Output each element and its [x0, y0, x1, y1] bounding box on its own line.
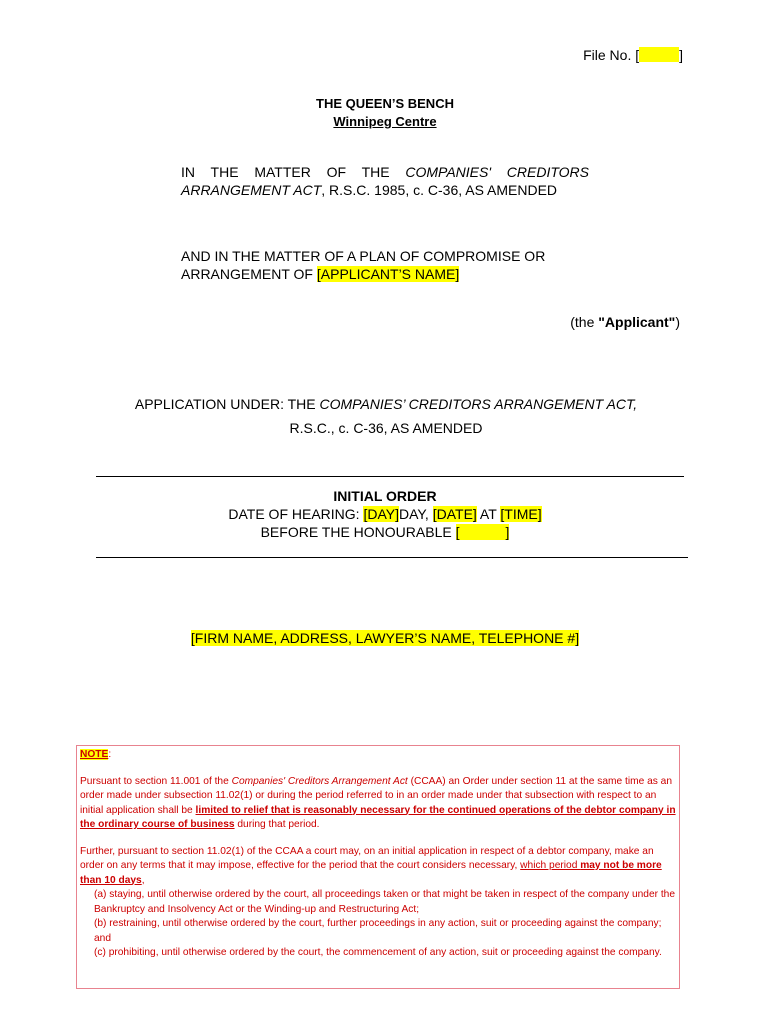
firm-placeholder[interactable]: [FIRM NAME, ADDRESS, LAWYER’S NAME, TELEPHONE #]	[190, 630, 580, 646]
note-p2-emphasis: may not be more than 10 days	[80, 860, 662, 886]
divider-top	[96, 476, 684, 477]
matter-ccaa-suffix: , R.S.C. 1985, c. C-36, AS AMENDED	[321, 182, 558, 198]
note-p1-text-a: Pursuant to section 11.001 of the	[80, 775, 232, 787]
note-item-a: (a) staying, until otherwise ordered by the court, all proceedings taken or that might be taken in respect of the company under the Bankruptcy and Insolvency Act or the Winding-up and Restructuring Act;	[94, 889, 676, 915]
note-p2-text-a: Further, pursuant to section 11.02(1) of the CCAA a court may, on an initial application in respect of a debtor company, make an order on any terms that it may impose, effective for the period that the court considers necessary,	[80, 845, 654, 871]
court-name: THE QUEEN’S BENCH	[316, 96, 454, 111]
note-heading	[80, 748, 676, 763]
file-number-label: File No. [	[583, 47, 640, 63]
file-number-blank[interactable]	[639, 47, 679, 62]
matter-plan	[181, 247, 601, 283]
court-heading	[0, 95, 770, 131]
note-title-colon: :	[108, 749, 112, 760]
matter-ccaa-act: COMPANIES' CREDITORS ARRANGEMENT ACT	[181, 164, 590, 198]
note-paragraph-2	[80, 845, 676, 889]
applicant-close: )	[675, 314, 680, 330]
divider-bottom	[96, 557, 688, 558]
judge-blank	[460, 524, 506, 539]
note-p1-text-c: during that period.	[234, 819, 320, 830]
day-placeholder[interactable]: [DAY]	[363, 506, 399, 522]
time-placeholder[interactable]: [TIME]	[500, 506, 542, 522]
applicant-definition	[570, 314, 680, 330]
judge-open: [	[455, 524, 460, 540]
date-placeholder[interactable]: [DATE]	[432, 506, 477, 522]
hearing-line	[0, 505, 770, 523]
order-title: INITIAL ORDER	[333, 488, 437, 504]
before-line	[0, 523, 770, 541]
note-p1-emphasis: limited to relief that is reasonably necessary for the continued operations of the debtor company in the ordinary course of business	[80, 804, 676, 830]
note-box	[76, 745, 680, 989]
day-suffix: DAY,	[398, 506, 433, 522]
hearing-prefix: DATE OF HEARING:	[228, 506, 364, 522]
note-gap-1	[80, 763, 676, 775]
firm-info	[0, 630, 770, 646]
matter-plan-text: AND IN THE MATTER OF A PLAN OF COMPROMISE OR ARRANGEMENT OF	[181, 248, 546, 282]
note-title: NOTE	[80, 749, 109, 760]
note-p2-text-c: ,	[141, 874, 145, 886]
applicant-term: "Applicant"	[598, 314, 676, 330]
application-under-act: COMPANIES’ CREDITORS ARRANGEMENT ACT,	[319, 396, 638, 412]
file-number-close: ]	[679, 47, 683, 63]
file-number	[583, 47, 683, 63]
at-text: AT	[476, 506, 501, 522]
application-under	[91, 392, 681, 440]
application-under-prefix: APPLICATION UNDER: THE	[134, 396, 320, 412]
application-under-line2: R.S.C., c. C-36, AS AMENDED	[289, 420, 483, 436]
note-item-c: (c) prohibiting, until otherwise ordered by the court, the commencement of any action, suit or proceeding against the company.	[94, 947, 662, 958]
matter-ccaa	[181, 163, 589, 199]
application-under-line1	[91, 392, 681, 416]
judge-close: ]	[505, 524, 510, 540]
note-p1-act: Companies' Creditors Arrangement Act	[231, 775, 408, 787]
note-item-b: (b) restraining, until otherwise ordered by the court, further proceedings in any action, suit or proceeding against the company; and	[94, 918, 662, 944]
applicant-name-placeholder[interactable]: [APPLICANT’S NAME]	[316, 266, 460, 282]
judge-placeholder[interactable]	[456, 524, 510, 540]
note-gap-2	[80, 833, 676, 845]
note-p2-underline: which period	[520, 860, 581, 871]
note-p1-text-b: (CCAA) an Order under section 11 at the same time as an order made under subsection 11.02(1) or during the period referred to in an order made under that subsection with respect to an initial application shall be	[80, 775, 672, 816]
applicant-open: (the	[570, 314, 599, 330]
order-block	[0, 487, 770, 541]
court-centre: Winnipeg Centre	[333, 114, 437, 129]
note-paragraph-1	[80, 775, 676, 833]
before-prefix: BEFORE THE HONOURABLE	[260, 524, 456, 540]
matter-ccaa-prefix: IN THE MATTER OF THE	[181, 164, 406, 180]
